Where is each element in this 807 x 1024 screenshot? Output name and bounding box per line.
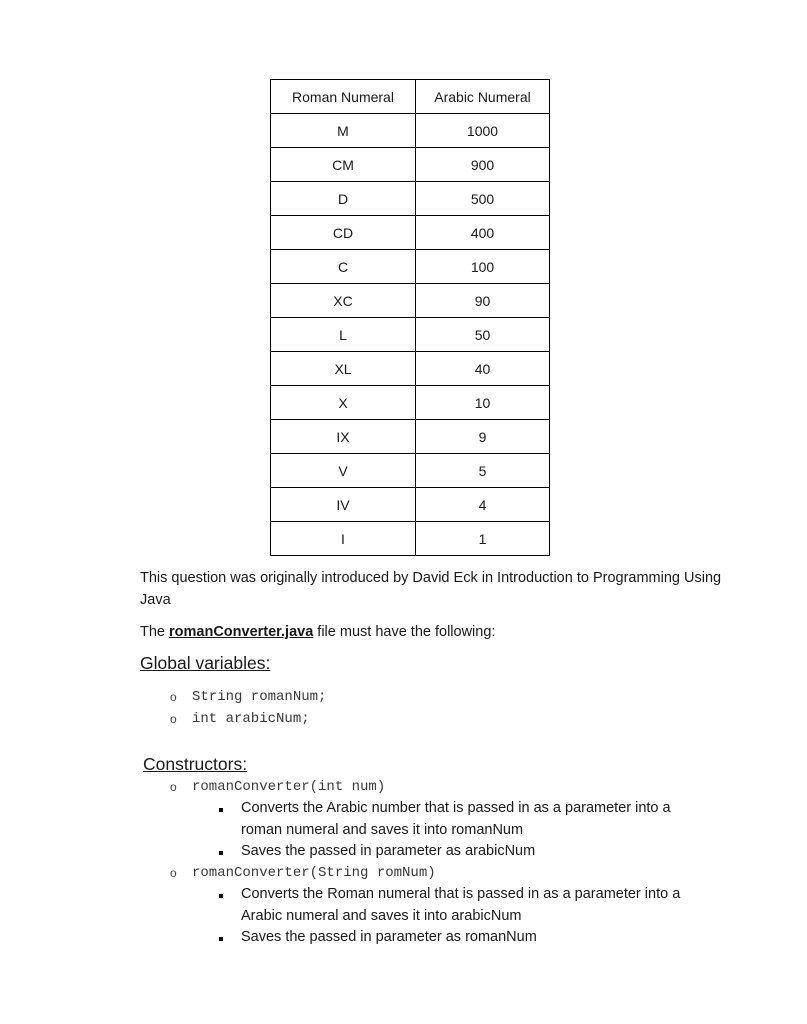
column-header-roman: Roman Numeral xyxy=(271,80,416,114)
roman-cell: XC xyxy=(271,284,416,318)
roman-cell: I xyxy=(271,522,416,556)
square-bullet-icon xyxy=(219,851,223,855)
square-bullet-icon xyxy=(219,808,223,812)
roman-cell: V xyxy=(271,454,416,488)
intro-paragraph: This question was originally introduced by David Eck in Introduction to Programming Using Java xyxy=(140,570,722,608)
table-row xyxy=(271,250,550,284)
global-variable-item: String romanNum; xyxy=(192,689,327,705)
roman-cell: IX xyxy=(271,420,416,454)
constructor-detail: Converts the Roman numeral that is passed in as a parameter into a Arabic numeral and saves it into arabicNum xyxy=(241,886,681,924)
roman-arabic-table xyxy=(270,79,550,556)
arabic-cell: 100 xyxy=(416,250,550,284)
roman-cell: C xyxy=(271,250,416,284)
constructor-detail: Saves the passed in parameter as arabicNum xyxy=(241,843,536,859)
circle-bullet-icon: o xyxy=(170,690,177,704)
arabic-cell: 90 xyxy=(416,284,550,318)
roman-cell: CM xyxy=(271,148,416,182)
table-row xyxy=(271,352,550,386)
circle-bullet-icon: o xyxy=(170,866,177,880)
table-row xyxy=(271,522,550,556)
roman-cell: D xyxy=(271,182,416,216)
arabic-cell: 5 xyxy=(416,454,550,488)
arabic-cell: 9 xyxy=(416,420,550,454)
table-row xyxy=(271,182,550,216)
circle-bullet-icon: o xyxy=(170,712,177,726)
column-header-arabic: Arabic Numeral xyxy=(416,80,550,114)
arabic-cell: 500 xyxy=(416,182,550,216)
roman-cell: XL xyxy=(271,352,416,386)
circle-bullet-icon: o xyxy=(170,780,177,794)
table-row xyxy=(271,454,550,488)
arabic-cell: 4 xyxy=(416,488,550,522)
table-row xyxy=(271,488,550,522)
table-row xyxy=(271,386,550,420)
constructor-signature: romanConverter(int num) xyxy=(192,779,386,795)
table-row xyxy=(271,420,550,454)
arabic-cell: 10 xyxy=(416,386,550,420)
roman-cell: CD xyxy=(271,216,416,250)
requirements-sentence xyxy=(140,621,495,643)
filename-link: romanConverter.java xyxy=(169,624,314,640)
requirements-suffix: file must have the following: xyxy=(313,624,496,640)
arabic-cell: 1000 xyxy=(416,114,550,148)
arabic-cell: 40 xyxy=(416,352,550,386)
square-bullet-icon xyxy=(219,894,223,898)
table-row xyxy=(271,216,550,250)
constructor-detail: Converts the Arabic number that is passed in as a parameter into a roman numeral and saves it into romanNum xyxy=(241,800,671,838)
constructor-detail: Saves the passed in parameter as romanNum xyxy=(241,929,537,945)
table-row xyxy=(271,148,550,182)
arabic-cell: 50 xyxy=(416,318,550,352)
roman-cell: M xyxy=(271,114,416,148)
table-row xyxy=(271,114,550,148)
constructors-heading: Constructors: xyxy=(143,754,248,774)
arabic-cell: 1 xyxy=(416,522,550,556)
arabic-cell: 400 xyxy=(416,216,550,250)
arabic-cell: 900 xyxy=(416,148,550,182)
table-header-row xyxy=(271,80,550,114)
table-row xyxy=(271,318,550,352)
global-variables-heading: Global variables: xyxy=(140,653,271,673)
roman-cell: X xyxy=(271,386,416,420)
square-bullet-icon xyxy=(219,937,223,941)
roman-cell: IV xyxy=(271,488,416,522)
requirements-prefix: The xyxy=(140,624,170,640)
constructor-signature: romanConverter(String romNum) xyxy=(192,865,436,881)
table-row xyxy=(271,284,550,318)
roman-cell: L xyxy=(271,318,416,352)
global-variable-item: int arabicNum; xyxy=(192,711,310,727)
